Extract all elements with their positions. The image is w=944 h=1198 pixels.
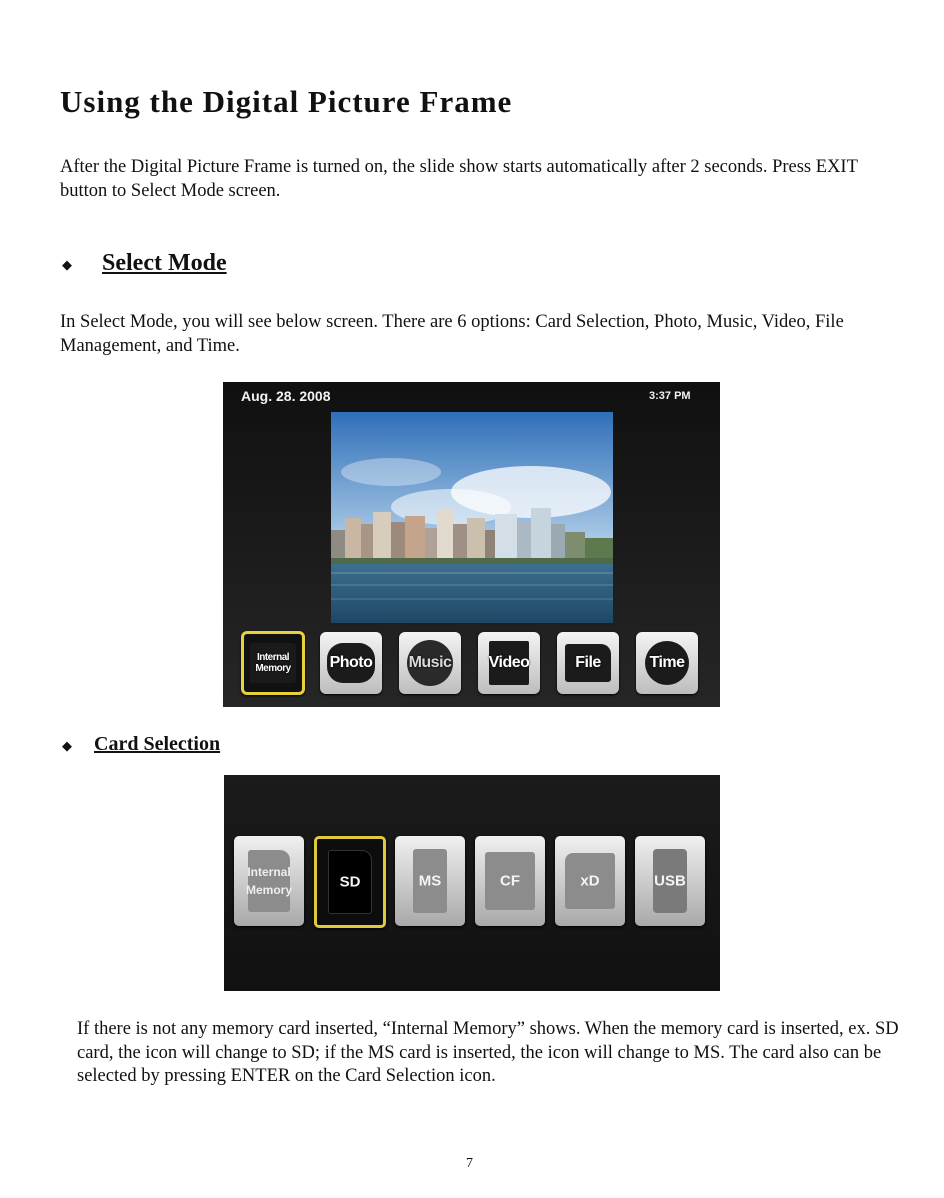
time-display: 3:37 PM (649, 390, 691, 402)
harbor-skyline-image (331, 412, 613, 623)
bullet-icon: ◆ (62, 257, 72, 272)
time-label: Time (649, 654, 685, 671)
select-mode-paragraph: In Select Mode, you will see below screen. There are 6 options: Card Selection, Photo, Music, Video, File Management, and Time. (60, 312, 844, 356)
sd-card-label: SD (339, 873, 361, 891)
photo-tile[interactable] (320, 632, 382, 694)
select-mode-heading: Select Mode (102, 250, 227, 276)
file-tile[interactable] (557, 632, 619, 694)
internal-memory-card-label: Internal Memory (245, 865, 292, 897)
card-selection-screen (224, 775, 720, 991)
usb-drive-tile[interactable] (635, 836, 705, 926)
internal-memory-label: Internal Memory (255, 652, 291, 674)
usb-drive-label: USB (654, 872, 686, 890)
intro-paragraph: After the Digital Picture Frame is turned on, the slide show starts automatically after 2 seconds. Press EXIT button to Select Mode screen. (60, 157, 858, 201)
sd-card-tile[interactable] (314, 836, 386, 928)
select-mode-screen (223, 382, 720, 707)
internal-memory-tile[interactable] (241, 631, 305, 695)
music-label: Music (408, 654, 452, 671)
card-selection-paragraph: If there is not any memory card inserted, “Internal Memory” shows. When the memory card is inserted, ex. SD card, the icon will change to SD; if the MS card is inserted, the icon will change to MS. The card also can be selected by pressing ENTER on the Card Selection icon. (77, 1019, 899, 1086)
xd-card-tile[interactable] (555, 836, 625, 926)
ms-card-label: MS (418, 872, 442, 890)
cf-card-tile[interactable] (475, 836, 545, 926)
slideshow-photo (331, 412, 613, 623)
internal-memory-card-tile[interactable] (234, 836, 304, 926)
photo-label: Photo (329, 654, 373, 671)
page-title: Using the Digital Picture Frame (60, 84, 513, 119)
bullet-icon: ◆ (62, 738, 72, 753)
xd-card-label: xD (580, 872, 600, 890)
music-tile[interactable] (399, 632, 461, 694)
time-tile[interactable] (636, 632, 698, 694)
date-display: Aug. 28. 2008 (241, 388, 331, 404)
video-label: Video (488, 654, 530, 671)
page-number: 7 (466, 1156, 473, 1171)
cf-card-label: CF (500, 872, 520, 890)
file-label: File (575, 654, 601, 671)
card-selection-heading: Card Selection (94, 733, 221, 755)
ms-card-tile[interactable] (395, 836, 465, 926)
video-tile[interactable] (478, 632, 540, 694)
